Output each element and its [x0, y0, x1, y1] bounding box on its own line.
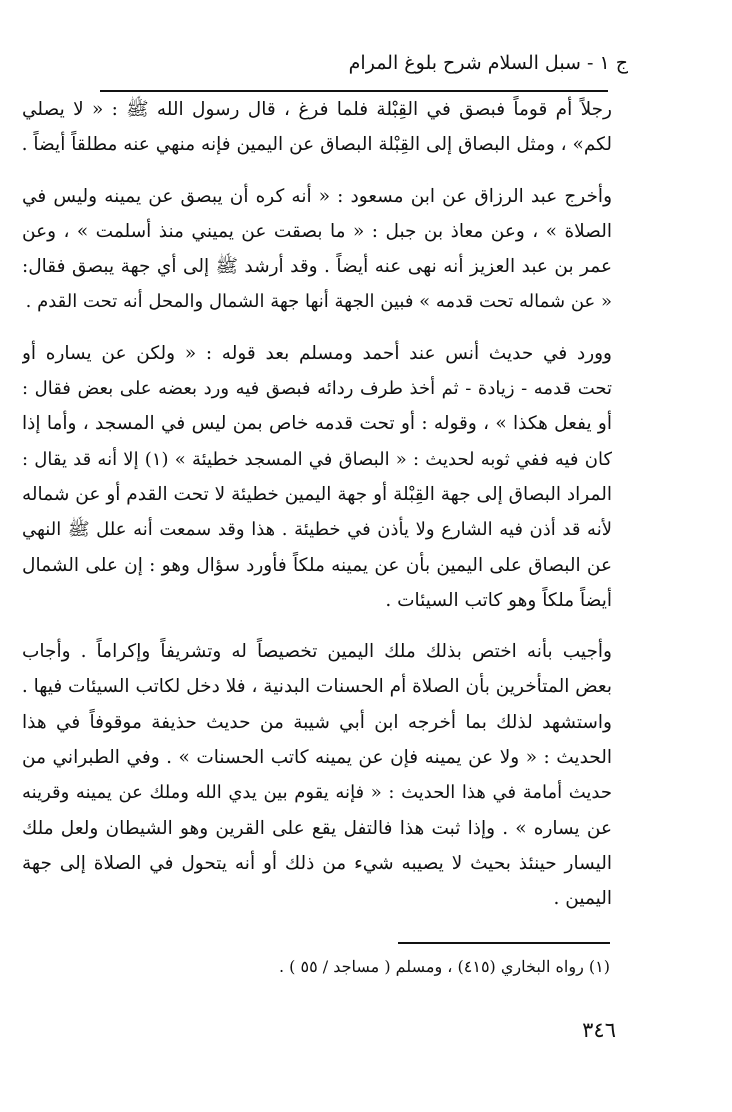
running-header: ج ١ - سبل السلام شرح بلوغ المرام: [348, 52, 628, 74]
text-line: « عن شماله تحت قدمه » فبين الجهة أنها جهة الشمال والمحل أنه تحت القدم .: [25, 291, 612, 313]
text-line: حديث أمامة في هذا الحديث : « فإنه يقوم بين يدي الله وملك عن يمينه وقرينه: [22, 782, 612, 804]
text-line: اليسار حينئذ بحيث لا يصيبه شيء من ذلك أو أنه يتحول في الصلاة إلى جهة: [22, 852, 612, 874]
text-line: أو يفعل هكذا » ، وقوله : أو تحت قدمه خاص بمن ليس في المسجد ، وأما إذا: [22, 413, 612, 435]
paragraph-2: [22, 179, 612, 320]
paragraph-1: [22, 92, 612, 163]
text-line: لأنه قد أذن فيه الشارع ولا يأذن في خطيئة . هذا وقد سمعت أنه علل ﷺ النهي: [22, 519, 612, 541]
text-line: الحديث : « ولا عن يمينه فإن عن يمينه كاتب الحسنات » . وفي الطبراني من: [22, 747, 612, 769]
paragraph-3: [22, 336, 612, 618]
text-line: وورد في حديث أنس عند أحمد ومسلم بعد قوله : « ولكن عن يساره أو: [22, 342, 612, 364]
text-line: عمر بن عبد العزيز أنه نهى عنه أيضاً . وقد أرشد ﷺ إلى أي جهة يبصق فقال:: [22, 256, 612, 278]
text-line: عن البصاق على اليمين بأن عن يمينه ملكاً فأورد سؤال وهو : إن على الشمال: [22, 554, 612, 576]
text-line: أيضاً ملكاً وهو كاتب السيئات .: [385, 589, 612, 611]
text-line: وأجيب بأنه اختص بذلك ملك اليمين تخصيصاً له وتشريفاً وإكراماً . وأجاب: [22, 641, 612, 663]
text-line: كان فيه ففي ثوبه لحديث : « البصاق في المسجد خطيئة » (١) إلا أنه قد يقال :: [22, 448, 612, 470]
text-line: اليمين .: [553, 888, 612, 910]
text-line: المراد البصاق إلى جهة القِبْلة أو جهة اليمين خطيئة لا تحت القدم أو عن شماله: [22, 483, 612, 505]
text-line: بعض المتأخرين بأن الصلاة أم الحسنات البدنية ، فلا دخل لكاتب السيئات فيها .: [22, 676, 612, 698]
text-line: الصلاة » ، وعن معاذ بن جبل : « ما بصقت عن يميني منذ أسلمت » ، وعن: [22, 220, 612, 242]
text-line: رجلاً أم قوماً فبصق في القِبْلة فلما فرغ ، قال رسول الله ﷺ : « لا يصلي: [22, 99, 612, 120]
text-line: لكم» ، ومثل البصاق إلى القِبْلة البصاق عن اليمين فإنه منهي عنه مطلقاً أيضاً .: [22, 134, 612, 156]
paragraph-4: [22, 634, 612, 916]
text-line: تحت قدمه - زيادة - ثم أخذ طرف ردائه فبصق فيه ورد بعضه على بعض فقال :: [22, 378, 612, 400]
paragraph-gap: [22, 320, 612, 336]
text-line: عن يساره » . وإذا ثبت هذا فالتفل يقع على القرين وهو الشيطان ولعل ملك: [22, 817, 612, 839]
footnote-rule: [398, 942, 610, 944]
page-number: ٣٤٦: [582, 1018, 616, 1042]
paragraph-gap: [22, 163, 612, 179]
footnote: (١) رواه البخاري (٤١٥) ، ومسلم ( مساجد / ٥٥ ) .: [278, 957, 610, 976]
main-text: [22, 92, 612, 917]
paragraph-gap: [22, 618, 612, 634]
text-line: واستشهد لذلك بما أخرجه ابن أبي شيبة من حديث حذيفة موقوفاً في هذا: [22, 711, 612, 733]
text-line: وأخرج عبد الرزاق عن ابن مسعود : « أنه كره أن يبصق عن يمينه وليس في: [22, 185, 612, 207]
